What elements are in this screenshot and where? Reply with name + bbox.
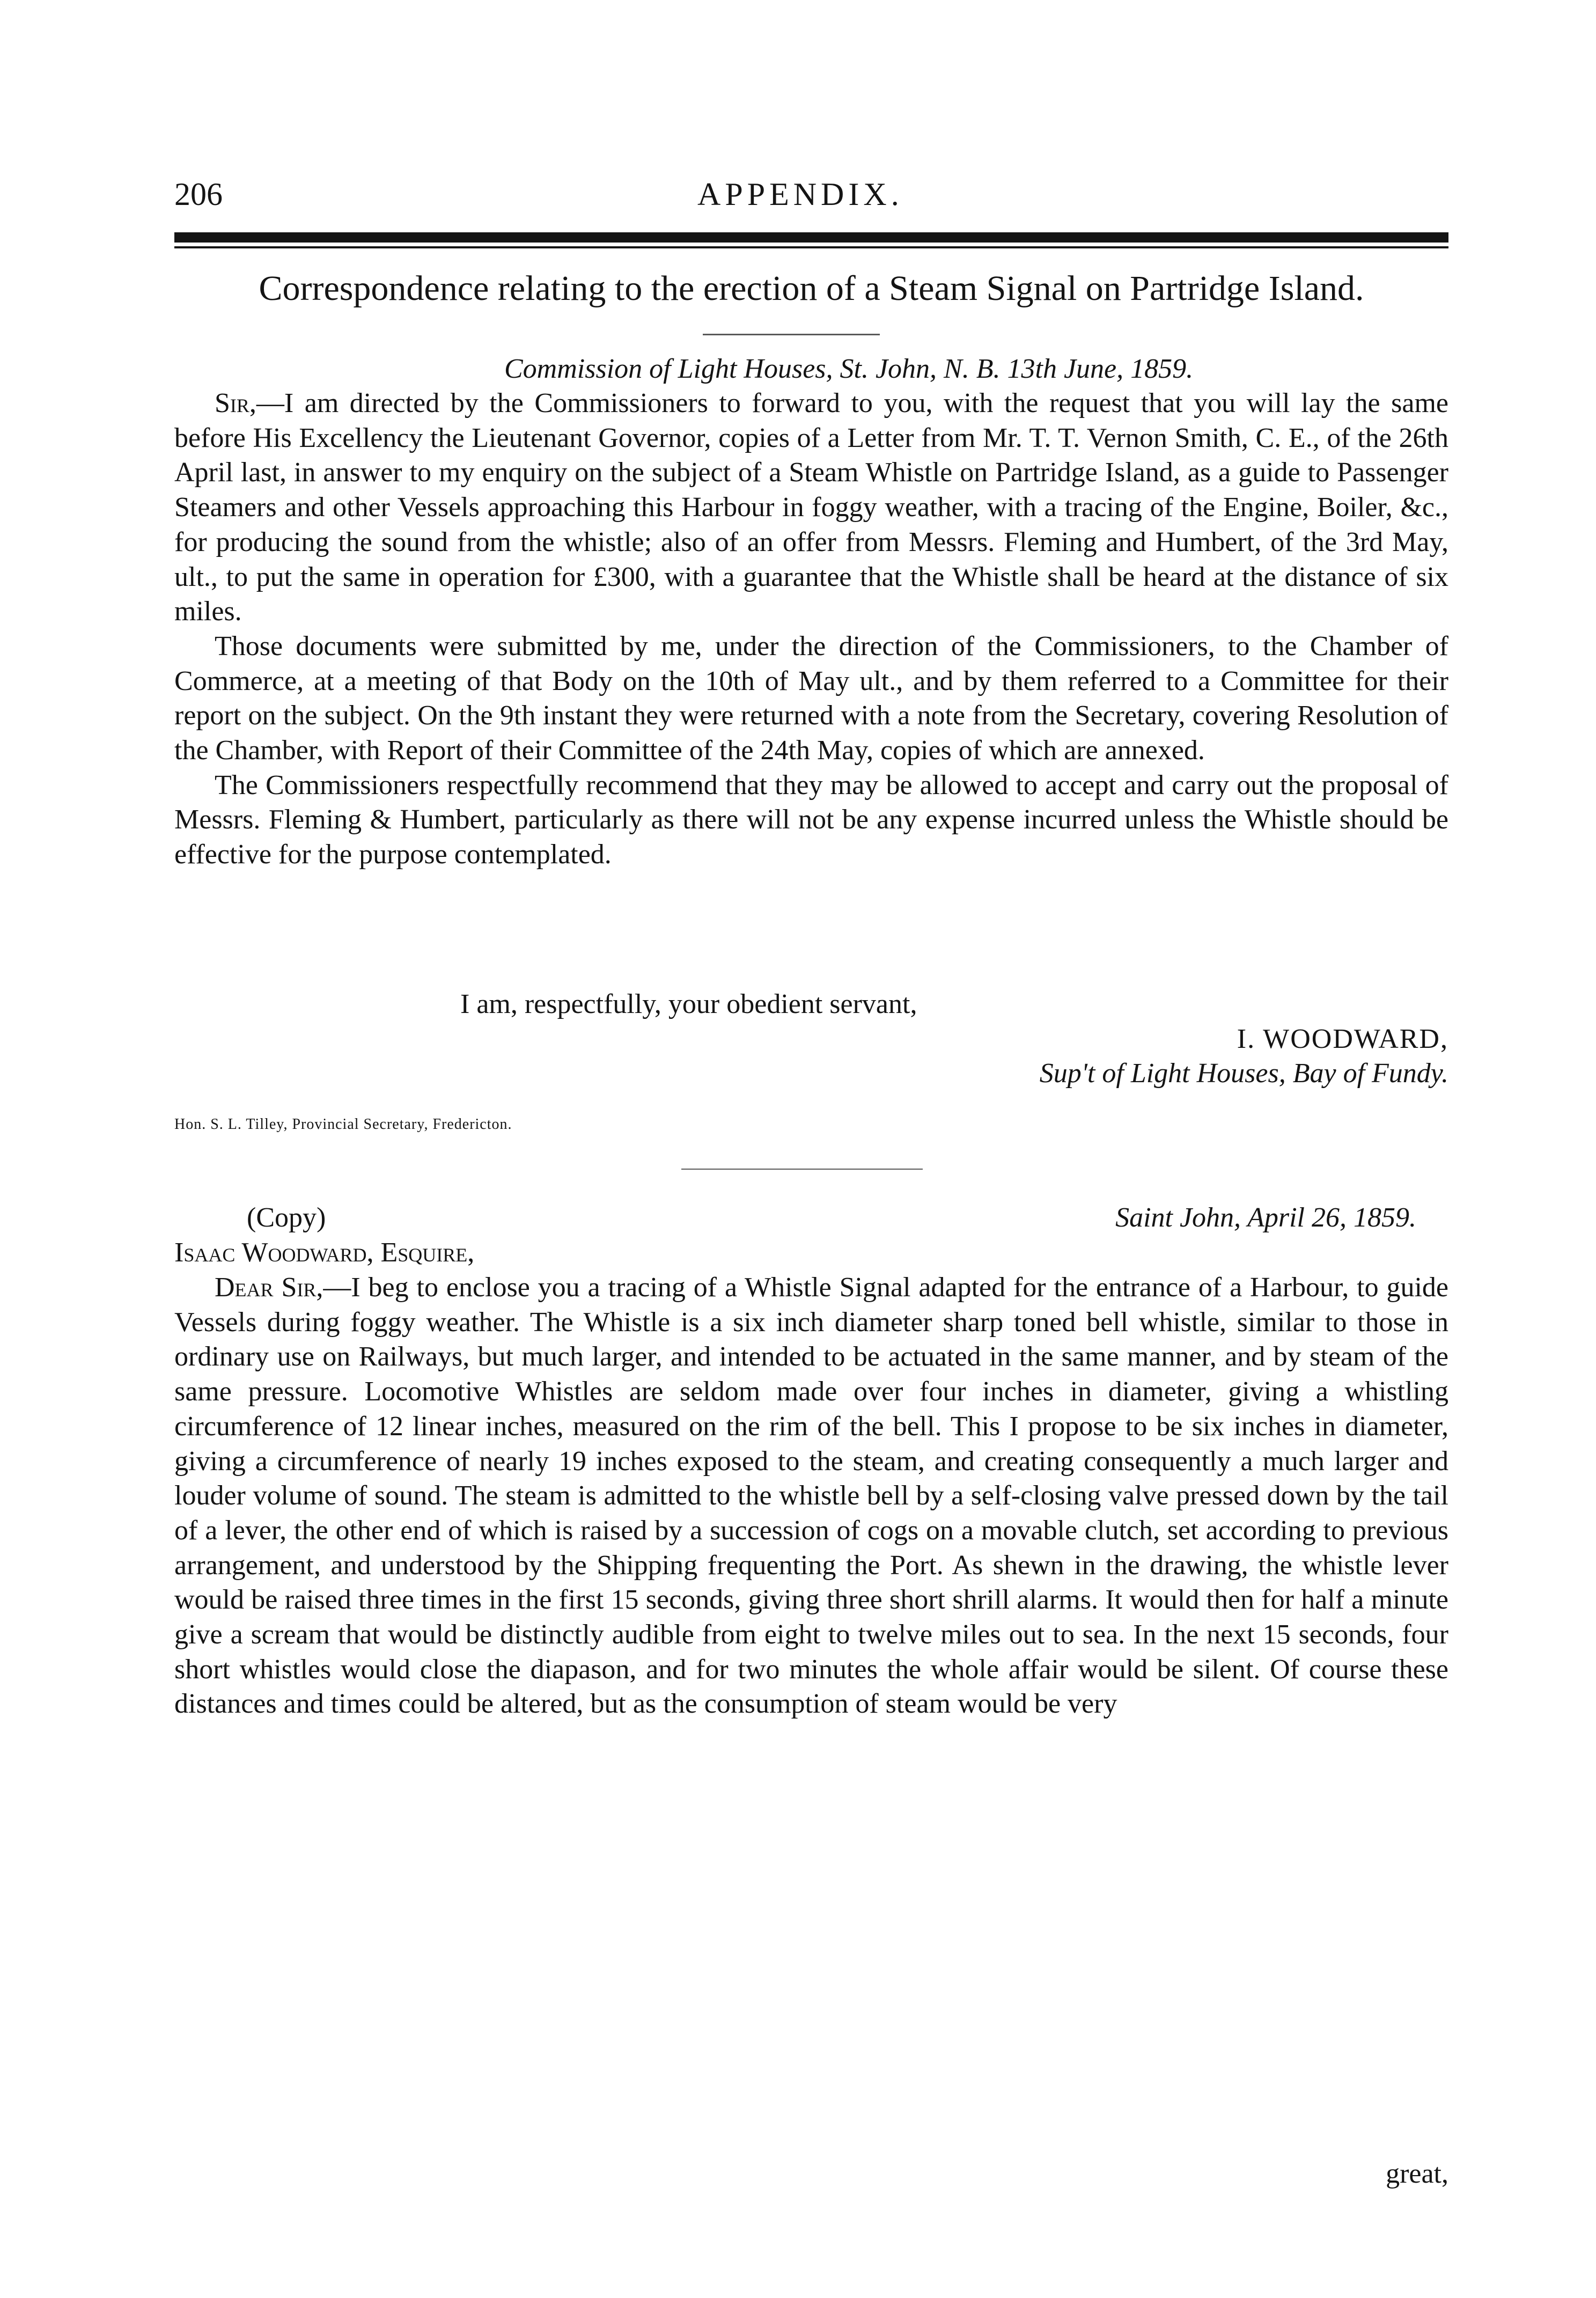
header-rule-thin (174, 246, 1448, 248)
letter1-paragraph-2: Those documents were submitted by me, under the direction of the Commissioners, to the Chamber of Commerce, at a meeting of that Body on the 10th of May ult., and by them referred to a Committee for their report on the subject. On the 9th instant they were returned with a note from the Secretary, covering Resolution of the Chamber, with Report of their Committee of the 24th May, copies of which are annexed. (174, 630, 1448, 766)
letter1-paragraph-1-text: —I am directed by the Commissioners to forward to you, with the request that you will lay the same before His Excellency the Lieutenant Governor, copies of a Letter from Mr. T. T. Vernon Smith, C. E., of the 26th April last, in answer to my enquiry on the subject of a Steam Whistle on Partridge Island, as a guide to Passenger Steamers and other Vessels approaching this Harbour in foggy weather, with a tracing of the Engine, Boiler, &c., for producing the sound from the whistle; also of an offer from Messrs. Fleming and Humbert, of the 3rd May, ult., to put the same in operation for £300, with a guarantee that the Whistle shall be heard at the distance of six miles. (174, 388, 1448, 627)
letter2-addressee: Isaac Woodward, Esquire, (174, 1237, 475, 1268)
letter2-dateline: Saint John, April 26, 1859. (1115, 1202, 1416, 1233)
title-separator-rule (703, 334, 880, 335)
page-number: 206 (174, 177, 223, 212)
section-title: Correspondence relating to the erection of a Steam Signal on Partridge Island. (259, 269, 1364, 308)
header-rule-thick (174, 232, 1448, 243)
letter1-dateline: Commission of Light Houses, St. John, N. B. 13th June, 1859. (504, 354, 1194, 384)
letter1-closing: I am, respectfully, your obedient servant, (460, 989, 917, 1019)
letter2-body (174, 1271, 1448, 1722)
letter1-body (174, 386, 1448, 872)
catchword: great, (1386, 2158, 1448, 2189)
letter1-paragraph-3: The Commissioners respectfully recommend that they may be allowed to accept and carry out the proposal of Messrs. Fleming & Humbert, particularly as there will not be any expense incurred unless the Whistle should be effective for the purpose contemplated. (174, 769, 1448, 870)
copy-label: (Copy) (247, 1202, 326, 1233)
letter1-paragraph-1 (174, 386, 1448, 629)
letter2-salutation: Dear Sir, (215, 1272, 323, 1303)
letter1-signature: I. WOODWARD, (1237, 1024, 1448, 1054)
letter2-paragraph-1 (174, 1271, 1448, 1722)
letter1-signature-title: Sup't of Light Houses, Bay of Fundy. (1039, 1058, 1448, 1089)
running-head: APPENDIX. (697, 177, 903, 212)
letter1-salutation: Sir, (215, 388, 256, 419)
letters-separator-rule (681, 1169, 923, 1170)
letter1-addressee: Hon. S. L. Tilley, Provincial Secretary, Fredericton. (174, 1116, 512, 1133)
letter2-paragraph-1-text: —I beg to enclose you a tracing of a Whistle Signal adapted for the entrance of a Harbour, to guide Vessels during foggy weather. The Whistle is a six inch diameter sharp toned bell whistle, similar to those in ordinary use on Railways, but much larger, and intended to be actuated in the same manner, and by steam of the same pressure. Locomotive Whistles are seldom made over four inches in diameter, giving a whistling circumference of 12 linear inches, measured on the rim of the bell. This I propose to be six inches in diameter, giving a circumference of nearly 19 inches exposed to the steam, and creating consequently a much larger and louder volume of sound. The steam is admitted to the whistle bell by a self-closing valve pressed down by the tail of a lever, the other end of which is raised by a succession of cogs on a movable clutch, set according to previous arrangement, and understood by the Shipping frequenting the Port. As shewn in the drawing, the whistle lever would be raised three times in the first 15 seconds, giving three short shrill alarms. It would then for half a minute give a scream that would be distinctly audible from eight to twelve miles out to sea. In the next 15 seconds, four short whistles would close the diapason, and for two minutes the whole affair would be silent. Of course these distances and times could be altered, but as the consumption of steam would be very (174, 1272, 1448, 1720)
